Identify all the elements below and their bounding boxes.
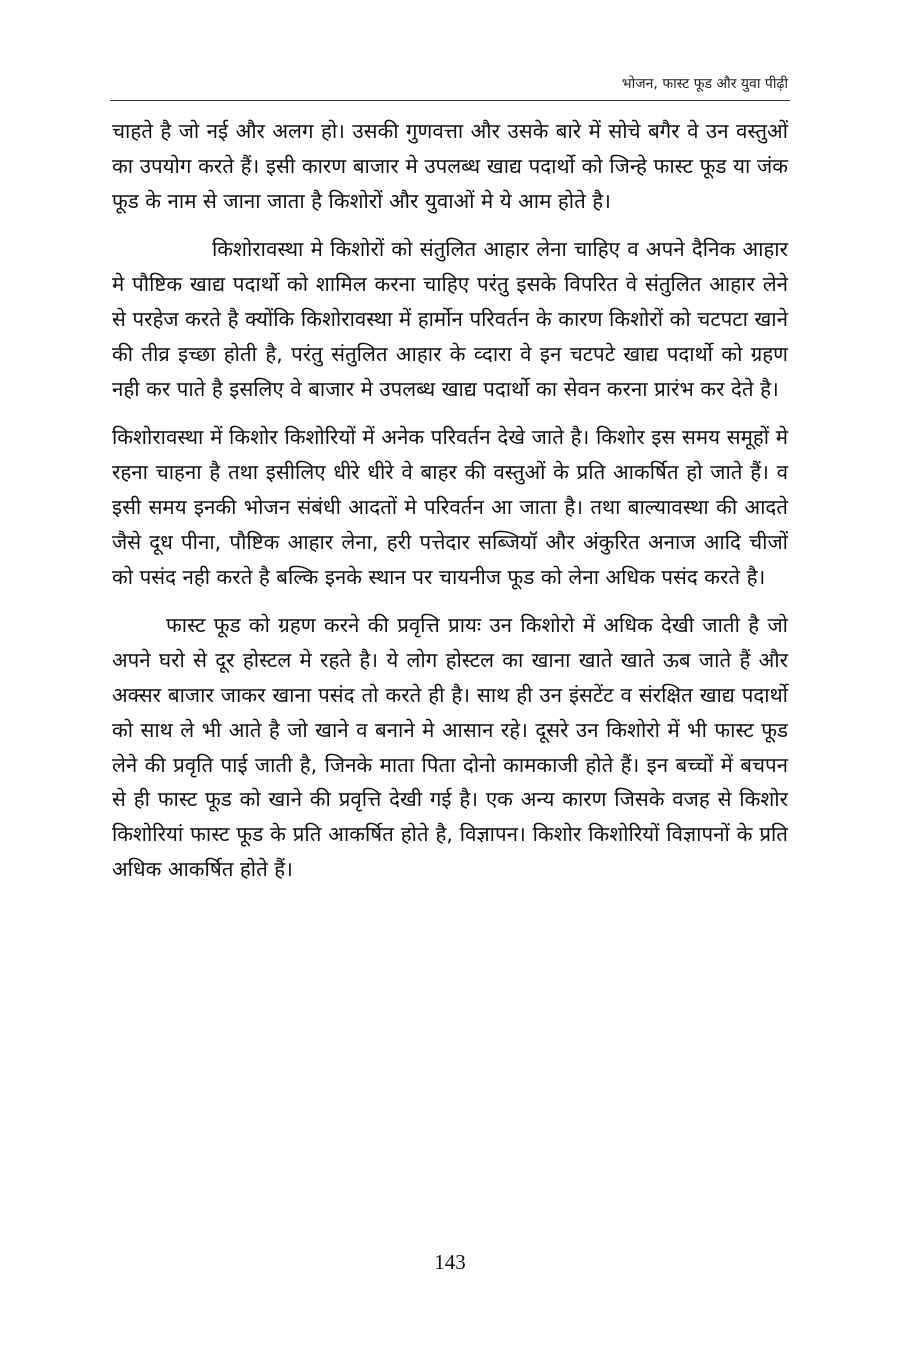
page-number: 143 xyxy=(434,1250,466,1274)
running-header: भोजन, फास्ट फूड और युवा पीढ़ी xyxy=(621,76,788,92)
paragraph: किशोरावस्था में किशोर किशोरियों में अनेक परिवर्तन देखे जाते है। किशोर इस समय समूहों मे रहना चाहना है तथा इसीलिए धीरे धीरे वे बाहर की वस्तुओं के प्रति आकर्षित हो जाते हैं। व इसी समय इनकी भोजन संबंधी आदतों मे परिवर्तन आ जाता है। तथा बाल्यावस्था की आदते जैसे दूध पीना, पौष्टिक आहार लेना, हरी पत्तेदार सब्जियॉ और अंकुरित अनाज आदि चीजों को पसंद नही करते है बल्कि इनके स्थान पर चायनीज फूड को लेना अधिक पसंद करते है। xyxy=(112,425,788,589)
header-divider xyxy=(110,100,790,101)
paragraph: चाहते है जो नई और अलग हो। उसकी गुणवत्ता और उसके बारे में सोचे बगैर वे उन वस्तुओं का उपयोग करते हैं। इसी कारण बाजार मे उपलब्ध खाद्य पदार्थो को जिन्हे फास्ट फूड या जंक फूड के नाम से जाना जाता है किशोरों और युवाओं मे ये आम होते है। xyxy=(112,119,788,213)
body-text xyxy=(112,114,788,901)
paragraph: किशोरावस्था मे किशोरों को संतुलित आहार लेना चाहिए व अपने दैनिक आहार मे पौष्टिक खाद्य पदार्थो को शामिल करना चाहिए परंतु इसके विपरित वे संतुलित आहार लेने से परहेज करते है क्योंकि किशोरावस्था में हार्मोन परिवर्तन के कारण किशोरों को चटपटा खाने की तीव्र इच्छा होती है, परंतु संतुलित आहार के व्दारा वे इन चटपटे खाद्य पदार्थो को ग्रहण नही कर पाते है इसलिए वे बाजार मे उपलब्ध खाद्य पदार्थो का सेवन करना प्रारंभ कर देते है। xyxy=(112,237,788,401)
paragraph: फास्ट फूड को ग्रहण करने की प्रवृत्ति प्रायः उन किशोरो में अधिक देखी जाती है जो अपने घरो से दूर होस्टल मे रहते है। ये लोग होस्टल का खाना खाते खाते ऊब जाते हैं और अक्सर बाजार जाकर खाना पसंद तो करते ही है। साथ ही उन इंसटेंट व संरक्षित खाद्य पदार्थो को साथ ले भी आते है जो खाने व बनाने मे आसान रहे। दूसरे उन किशोरो में भी फास्ट फूड लेने की प्रवृति पाई जाती है, जिनके माता पिता दोनो कामकाजी होते हैं। इन बच्चों में बचपन से ही फास्ट फूड को खाने की प्रवृत्ति देखी गई है। एक अन्य कारण जिसके वजह से किशोर किशोरियां फास्ट फूड के प्रति आकर्षित होते है, विज्ञापन। किशोर किशोरियों विज्ञापनों के प्रति अधिक आकर्षित होते हैं। xyxy=(112,613,788,881)
